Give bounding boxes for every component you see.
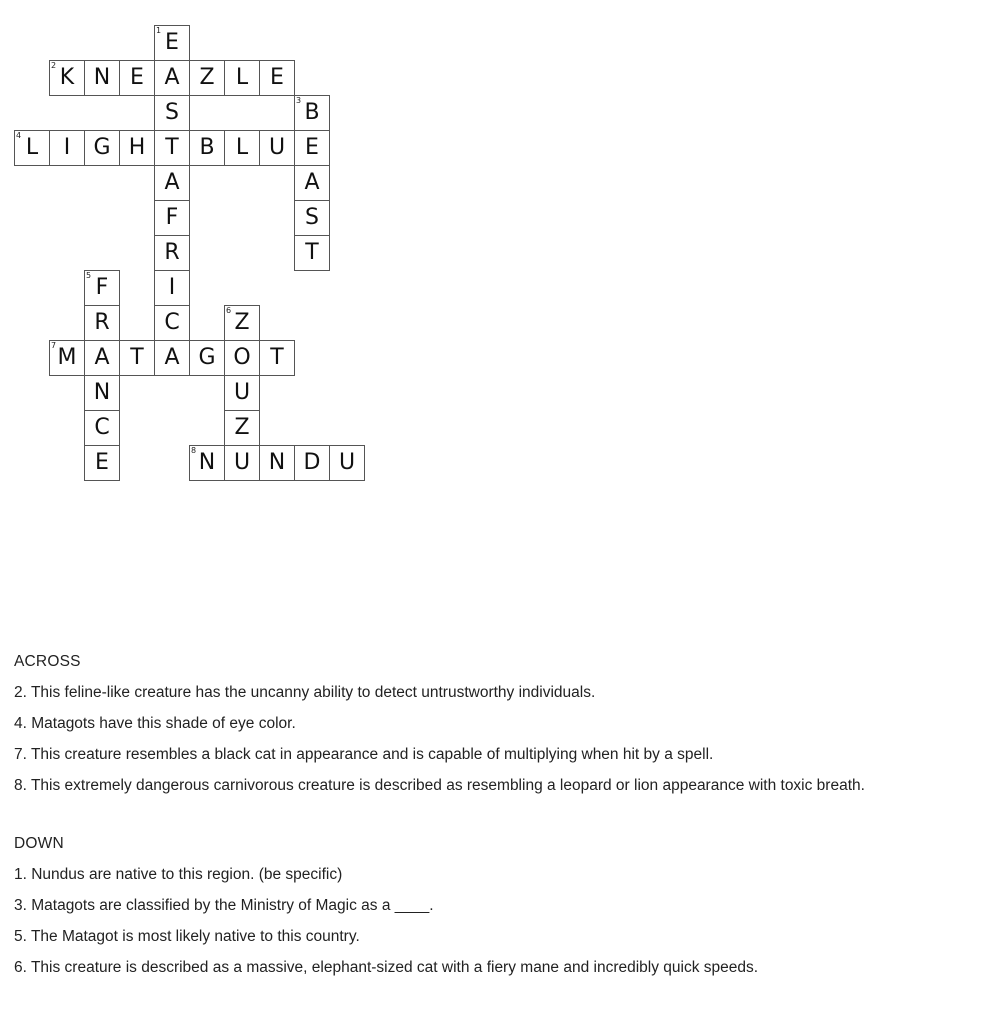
grid-cell[interactable]	[294, 165, 330, 201]
cell-letter: A	[164, 170, 180, 195]
grid-cell[interactable]	[294, 130, 330, 166]
cell-letter: U	[268, 135, 286, 160]
grid-cell[interactable]	[189, 130, 225, 166]
cell-letter: G	[93, 135, 111, 160]
grid-cell[interactable]	[49, 130, 85, 166]
clue-number: 7	[51, 341, 57, 350]
grid-cell[interactable]	[154, 200, 190, 236]
grid-cell[interactable]	[84, 130, 120, 166]
cell-letter: F	[95, 275, 109, 300]
grid-cell[interactable]	[259, 340, 295, 376]
cell-letter: B	[199, 135, 215, 160]
grid-cell[interactable]	[154, 25, 190, 61]
cell-letter: N	[93, 380, 111, 405]
cell-letter: G	[198, 345, 216, 370]
grid-cell[interactable]	[294, 200, 330, 236]
across-clues	[14, 647, 984, 801]
grid-cell[interactable]	[154, 130, 190, 166]
cell-letter: I	[168, 275, 176, 300]
grid-cell[interactable]	[259, 445, 295, 481]
grid-cell[interactable]	[224, 305, 260, 341]
cell-letter: T	[130, 345, 144, 370]
cell-letter: E	[130, 65, 144, 90]
across-clue-7: 7. This creature resembles a black cat in appearance and is capable of multiplying when hit by a spell.	[14, 746, 714, 763]
grid-cell[interactable]	[224, 130, 260, 166]
cell-letter: L	[25, 135, 39, 160]
grid-cell[interactable]	[119, 60, 155, 96]
down-clue-6: 6. This creature is described as a massive, elephant-sized cat with a fiery mane and incredibly quick speeds.	[14, 959, 759, 976]
cell-letter: Z	[199, 65, 215, 90]
cell-letter: N	[198, 450, 216, 475]
clue-number: 5	[86, 271, 92, 280]
grid-cell[interactable]	[224, 375, 260, 411]
grid-cell[interactable]	[84, 375, 120, 411]
grid-cell[interactable]	[294, 235, 330, 271]
grid-cell[interactable]	[154, 305, 190, 341]
clue-number: 1	[156, 26, 162, 35]
cell-letter: E	[305, 135, 319, 160]
cell-letter: K	[59, 65, 75, 90]
cell-letter: A	[304, 170, 320, 195]
cell-letter: T	[270, 345, 284, 370]
grid-cell[interactable]	[84, 60, 120, 96]
grid-cell[interactable]	[259, 60, 295, 96]
grid-cell[interactable]	[84, 445, 120, 481]
cell-letter: C	[94, 415, 110, 440]
clue-number: 6	[226, 306, 232, 315]
cell-letter: A	[164, 65, 180, 90]
clue-number: 3	[296, 96, 302, 105]
grid-cell[interactable]	[224, 445, 260, 481]
grid-cell[interactable]	[224, 60, 260, 96]
cell-letter: L	[235, 135, 249, 160]
grid-cell[interactable]	[49, 60, 85, 96]
grid-cell[interactable]	[189, 340, 225, 376]
grid-cell[interactable]	[294, 95, 330, 131]
cell-letter: S	[305, 205, 319, 230]
down-heading: DOWN	[14, 835, 64, 852]
cell-letter: U	[233, 450, 251, 475]
grid-cell[interactable]	[119, 130, 155, 166]
down-clues	[14, 829, 984, 983]
cell-letter: N	[93, 65, 111, 90]
cell-letter: E	[165, 30, 179, 55]
across-clue-2: 2. This feline-like creature has the uncanny ability to detect untrustworthy individuals.	[14, 684, 596, 701]
cell-letter: D	[303, 450, 321, 475]
cell-letter: A	[94, 345, 110, 370]
grid-cell[interactable]	[189, 60, 225, 96]
cell-letter: O	[233, 345, 251, 370]
grid-cell[interactable]	[259, 130, 295, 166]
grid-cell[interactable]	[49, 340, 85, 376]
down-clue-1: 1. Nundus are native to this region. (be specific)	[14, 866, 343, 883]
grid-cell[interactable]	[154, 340, 190, 376]
cell-letter: S	[165, 100, 179, 125]
cell-letter: F	[165, 205, 179, 230]
cell-letter: C	[164, 310, 180, 335]
cell-letter: R	[164, 240, 180, 265]
grid-cell[interactable]	[84, 305, 120, 341]
across-clue-4: 4. Matagots have this shade of eye color.	[14, 715, 296, 732]
cell-letter: E	[270, 65, 284, 90]
cell-letter: E	[95, 450, 109, 475]
cell-letter: Z	[234, 415, 250, 440]
grid-cell[interactable]	[224, 410, 260, 446]
cell-letter: M	[57, 345, 77, 370]
grid-cell[interactable]	[154, 95, 190, 131]
cell-letter: L	[235, 65, 249, 90]
across-clue-8: 8. This extremely dangerous carnivorous creature is described as resembling a leopard or lion appearance with toxic breath.	[14, 777, 865, 794]
down-clue-5: 5. The Matagot is most likely native to this country.	[14, 928, 360, 945]
cell-letter: T	[305, 240, 319, 265]
cell-letter: H	[128, 135, 146, 160]
grid-cell[interactable]	[189, 445, 225, 481]
cell-letter: U	[233, 380, 251, 405]
grid-cell[interactable]	[84, 340, 120, 376]
grid-cell[interactable]	[294, 445, 330, 481]
grid-cell[interactable]	[84, 410, 120, 446]
crossword-grid	[0, 0, 400, 600]
clue-number: 8	[191, 446, 197, 455]
cell-letter: I	[63, 135, 71, 160]
cell-letter: A	[164, 345, 180, 370]
down-clue-3: 3. Matagots are classified by the Ministry of Magic as a ____.	[14, 897, 434, 914]
across-heading: ACROSS	[14, 653, 81, 670]
clue-number: 2	[51, 61, 57, 70]
grid-cell[interactable]	[154, 165, 190, 201]
cell-letter: R	[94, 310, 110, 335]
cell-letter: N	[268, 450, 286, 475]
cell-letter: U	[338, 450, 356, 475]
grid-cell[interactable]	[154, 270, 190, 306]
cell-letter: Z	[234, 310, 250, 335]
grid-cell[interactable]	[329, 445, 365, 481]
grid-cell[interactable]	[224, 340, 260, 376]
grid-cell[interactable]	[154, 235, 190, 271]
grid-cell[interactable]	[119, 340, 155, 376]
clue-number: 4	[16, 131, 22, 140]
grid-cell[interactable]	[14, 130, 50, 166]
grid-cell[interactable]	[84, 270, 120, 306]
grid-cell[interactable]	[154, 60, 190, 96]
cell-letter: B	[304, 100, 320, 125]
cell-letter: T	[165, 135, 179, 160]
